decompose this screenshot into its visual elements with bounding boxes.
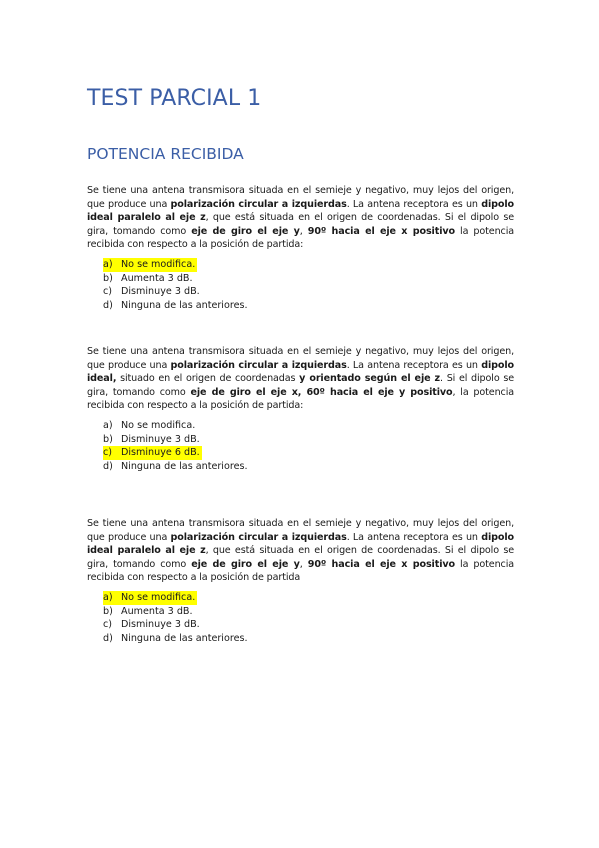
option-letter: a) <box>103 591 113 603</box>
question-3-options <box>103 591 514 645</box>
stem-bold-text: 90º hacia el eje x positivo <box>307 225 455 237</box>
option-letter: d) <box>103 299 113 311</box>
answer-option <box>103 460 514 474</box>
option-label: Disminuye 6 dB. <box>121 447 200 459</box>
answer-text <box>103 285 200 299</box>
answer-option <box>103 299 514 313</box>
stem-bold-text: eje de giro el eje y <box>191 225 300 237</box>
stem-text: la potencia recibida con respecto a la posición de partida <box>87 558 514 584</box>
stem-bold-text: polarización circular a izquierdas <box>170 359 347 371</box>
option-label: Ninguna de las anteriores. <box>121 460 248 472</box>
stem-text: Se tiene una antena transmisora situada en el semieje y negativo, muy lejos del origen, que produce una <box>87 346 514 371</box>
stem-bold-text: dipolo ideal paralelo al eje z <box>87 531 514 557</box>
option-letter: b) <box>103 433 113 445</box>
answer-option <box>103 419 514 433</box>
answer-text <box>103 272 193 286</box>
answer-option <box>103 272 514 286</box>
option-letter: c) <box>103 447 113 459</box>
option-label: Disminuye 3 dB. <box>121 433 200 445</box>
stem-text: , <box>299 225 308 237</box>
answer-text <box>103 618 200 632</box>
highlighted-answer <box>103 591 197 605</box>
stem-bold-text: 90º hacia el eje x positivo <box>307 558 455 570</box>
answer-option <box>103 433 514 447</box>
answer-option <box>103 285 514 299</box>
stem-bold-text: eje de giro el eje x, 60º hacia el eje y positivo <box>190 386 453 398</box>
page-title: TEST PARCIAL 1 <box>87 86 262 111</box>
option-letter: c) <box>103 619 113 631</box>
question-2-options <box>103 419 514 473</box>
option-label: Disminuye 3 dB. <box>121 619 200 631</box>
option-label: Aumenta 3 dB. <box>121 272 193 284</box>
option-label: No se modifica. <box>121 419 196 431</box>
stem-text: la potencia recibida con respecto a la posición de partida: <box>87 225 514 251</box>
option-label: Ninguna de las anteriores. <box>121 632 248 644</box>
stem-text: , que está situada en el origen de coordenadas. Si el dipolo se gira, tomando como <box>87 545 514 570</box>
stem-text: . La antena receptora es un <box>346 531 482 543</box>
stem-bold-text: dipolo ideal, <box>87 359 514 385</box>
option-letter: a) <box>103 419 113 431</box>
answer-text <box>103 433 200 447</box>
section-title: POTENCIA RECIBIDA <box>87 145 244 163</box>
option-label: Ninguna de las anteriores. <box>121 299 248 311</box>
stem-bold-text: eje de giro el eje y <box>191 558 300 570</box>
question-3-stem <box>87 517 514 585</box>
stem-bold-text: y orientado según el eje z <box>299 373 441 385</box>
stem-bold-text: dipolo ideal paralelo al eje z <box>87 198 514 224</box>
stem-bold-text: polarización circular a izquierdas <box>170 198 347 210</box>
option-label: Disminuye 3 dB. <box>121 286 200 298</box>
answer-option <box>103 258 514 272</box>
answer-text <box>103 632 248 646</box>
option-letter: b) <box>103 605 113 617</box>
stem-text: , <box>299 558 308 570</box>
option-label: No se modifica. <box>121 258 196 270</box>
option-letter: d) <box>103 632 113 644</box>
answer-option <box>103 618 514 632</box>
option-letter: a) <box>103 258 113 270</box>
option-label: No se modifica. <box>121 591 196 603</box>
answer-text <box>103 460 248 474</box>
stem-text: . Si el dipolo se gira, tomando como <box>87 373 514 398</box>
highlighted-answer <box>103 446 202 460</box>
answer-text <box>103 419 195 433</box>
stem-text: Se tiene una antena transmisora situada en el semieje y negativo, muy lejos del origen, que produce una <box>87 518 514 543</box>
answer-option <box>103 632 514 646</box>
question-1-stem <box>87 184 514 252</box>
stem-text: Se tiene una antena transmisora situada en el semieje y negativo, muy lejos del origen, que produce una <box>87 185 514 210</box>
question-1-options <box>103 258 514 312</box>
answer-option <box>103 591 514 605</box>
answer-option <box>103 605 514 619</box>
question-2-stem <box>87 345 514 413</box>
question-2 <box>87 345 514 473</box>
option-letter: b) <box>103 272 113 284</box>
stem-text: situado en el origen de coordenadas <box>116 373 300 385</box>
stem-bold-text: polarización circular a izquierdas <box>170 531 347 543</box>
question-1 <box>87 184 514 312</box>
highlighted-answer <box>103 258 197 272</box>
stem-text: , la potencia recibida con respecto a la posición de partida: <box>87 386 514 412</box>
answer-option <box>103 446 514 460</box>
option-letter: d) <box>103 460 113 472</box>
question-3 <box>87 517 514 645</box>
answer-text <box>103 605 193 619</box>
option-letter: c) <box>103 286 113 298</box>
stem-text: . La antena receptora es un <box>346 359 482 371</box>
answer-text <box>103 299 248 313</box>
stem-text: , que está situada en el origen de coordenadas. Si el dipolo se gira, tomando como <box>87 212 514 237</box>
option-label: Aumenta 3 dB. <box>121 605 193 617</box>
stem-text: . La antena receptora es un <box>346 198 482 210</box>
